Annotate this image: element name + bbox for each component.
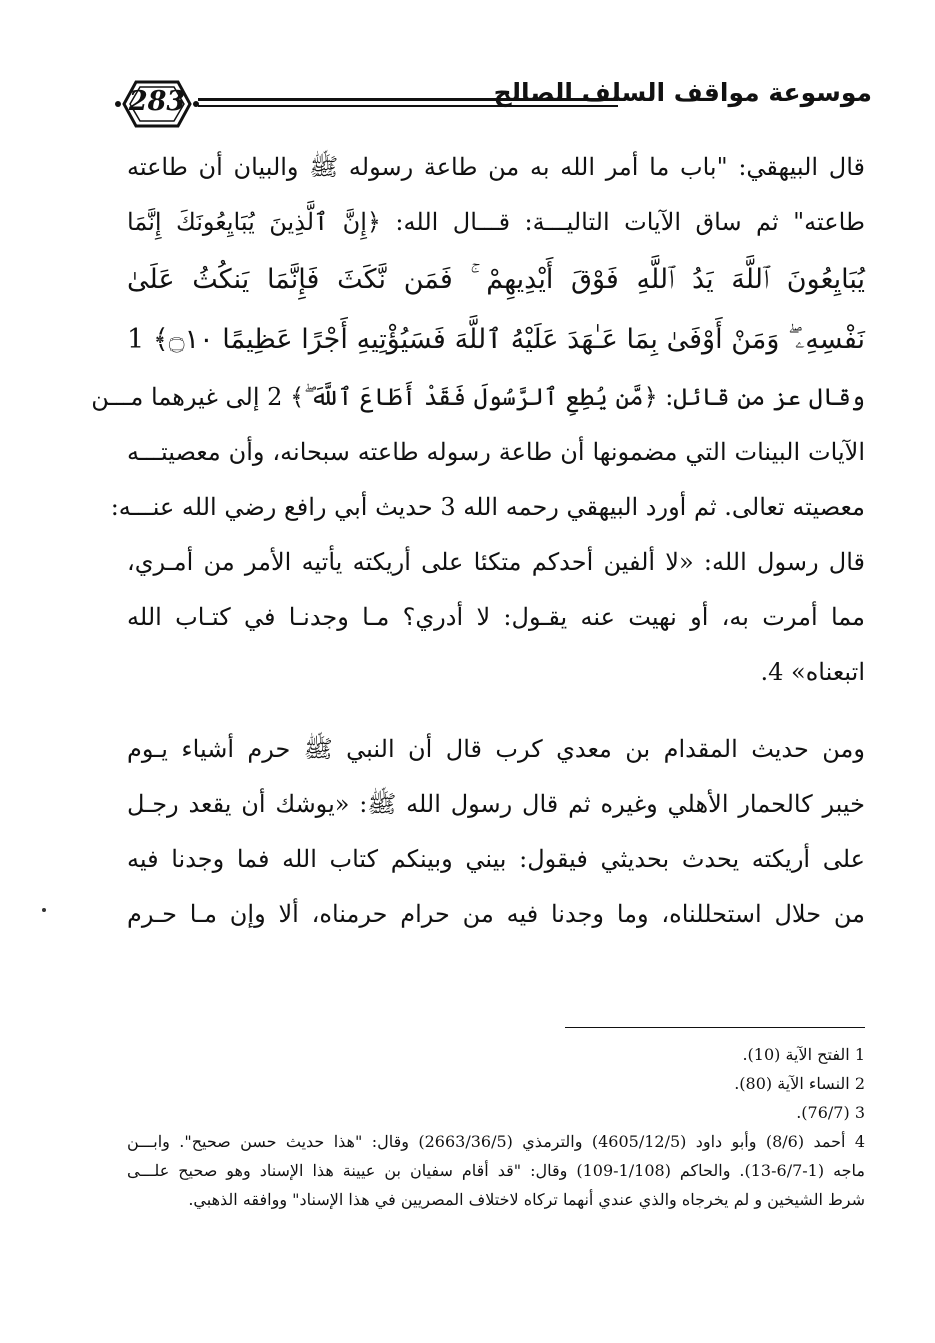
- footnote: 3 (76/7).: [796, 1103, 865, 1122]
- page-number-badge: [112, 76, 202, 132]
- body-line: ومن حديث المقدام بن معدي كرب قال أن النبي ﷺ حرم أشياء يـوم: [127, 735, 865, 763]
- body-line: قال رسول الله: «لا ألفين أحدكم متكئا على أريكته يأتيه الأمر من أمـري،: [127, 548, 865, 576]
- scan-speck: [42, 908, 46, 912]
- footnote-divider: [565, 1027, 865, 1028]
- footnote: شرط الشيخين و لم يخرجاه والذي عندي أنهما تركاه لاختلاف المصريين في هذا الإسناد" ووافقه الذهبي.: [188, 1190, 865, 1209]
- body-line: على أريكته يحدث بحديثي فيقول: بيني وبينكم كتاب الله فما وجدنا فيه: [127, 845, 865, 873]
- footnote: 1 الفتح الآية (10).: [742, 1045, 865, 1064]
- body-line: قال البيهقي: "باب ما أمر الله به من طاعة رسوله ﷺ والبيان أن طاعته: [127, 153, 865, 181]
- body-line: اتبعناه» 4.: [760, 658, 865, 686]
- body-line: من حلال استحللناه، وما وجدنا فيه من حرام حرمناه، ألا وإن مـا حـرم: [127, 900, 865, 928]
- body-line: طاعته" ثم ساق الآيات التاليـــة: قـــال الله: ﴿إِنَّ ٱلَّذِينَ يُبَايِعُونَكَ إِنَّمَا: [127, 208, 866, 236]
- footnote: 2 النساء الآية (80).: [734, 1074, 865, 1093]
- body-line: مما أمرت به، أو نهيت عنه يقـول: لا أدري؟ مـا وجدنـا في كتـاب الله: [127, 603, 865, 631]
- footnote: 4 أحمد (8/6) وأبو داود (4605/12/5) والترمذي (2663/36/5) وقال: "هذا حديث حسن صحيح". وابـــن: [127, 1132, 865, 1151]
- body-line: خيبر كالحمار الأهلي وغيره ثم قال رسول الله ﷺ: «يوشك أن يقعد رجـل: [127, 790, 865, 818]
- body-line: معصيته تعالى. ثم أورد البيهقي رحمه الله 3 حديث أبي رافع رضي الله عنـــه:: [110, 493, 865, 521]
- quran-line: نَفْسِهِۦ ۖ وَمَنْ أَوْفَىٰ بِمَا عَـٰهَدَ عَلَيْهُ ٱللَّهَ فَسَيُؤْتِيهِ أَجْرًا عَظِيمًا ۝١٠﴾ 1: [127, 324, 865, 355]
- body-line: وقال عز من قائل: ﴿مَّن يُطِعِ ٱلرَّسُولَ فَقَدْ أَطَاعَ ٱللَّهَ ۖ﴾ 2 إلى غيرهما مـــن: [91, 383, 865, 411]
- running-title: موسوعة مواقف السلف الصالح: [493, 78, 872, 107]
- main-text: [91, 140, 866, 942]
- quran-line: يُبَايِعُونَ ٱللَّهَ يَدُ ٱللَّهِ فَوْقَ أَيْدِيهِمْ ۚ فَمَن نَّكَثَ فَإِنَّمَا يَنكُثُ عَلَىٰ: [127, 264, 865, 295]
- footnote: ماجه (1-6/7-13). والحاكم (1/108-109) وقال: "قد أقام سفيان بن عيينة هذا الإسناد وهو صحيح علـــى: [127, 1161, 865, 1180]
- page-header: [112, 76, 872, 136]
- body-line: الآيات البينات التي مضمونها أن طاعة رسوله طاعته سبحانه، وأن معصيتـــه: [127, 438, 865, 466]
- page-number: 283: [128, 86, 186, 117]
- footnotes: [127, 1040, 865, 1214]
